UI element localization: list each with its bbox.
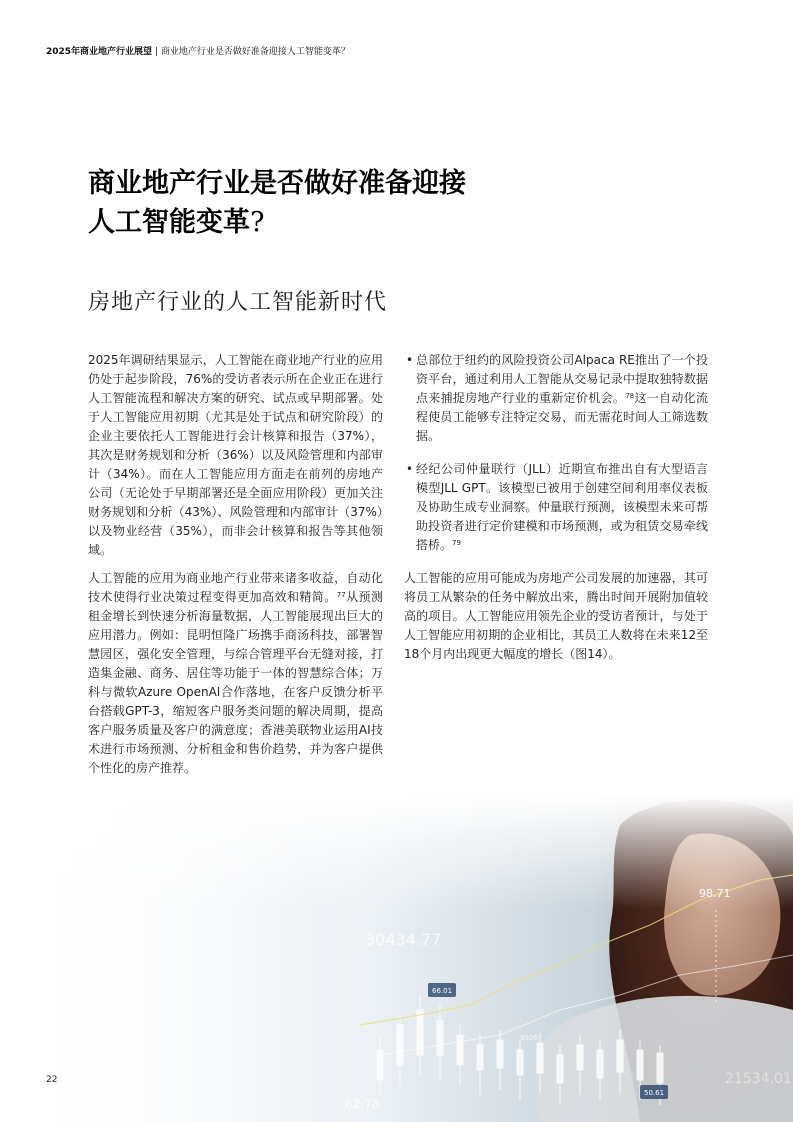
ai-finance-photo: [0, 795, 793, 1122]
bullet-1-end: 这一自动化流程使员工能够专注特定交易，而无需花时间人工筛选数据。: [416, 391, 708, 443]
report-name: 2025年商业地产行业展望: [46, 47, 153, 57]
left-paragraph-2-end: 从预测租金增长到快速分析海量数据，人工智能展现出巨大的应用潜力。例如：昆明恒隆广场携手商汤科技，部署智慧园区，强化安全管理，与综合管理平台无缝对接，打造集金融、商务、居住等功能于一体的智慧综合体；万科与微软Azure OpenAI合作落地，在客户反馈分析平台搭载GPT-3，缩短客户服务类问题的解决周期，提高客户服务质量及客户的满意度；香港美联物业运用AI技术进行市场预测、分析租金和售价趋势，并为客户提供个性化的房产推荐。: [88, 590, 383, 775]
footnote-ref-77[interactable]: 77: [336, 591, 346, 599]
left-paragraph-2-start: 人工智能的应用为商业地产行业带来诸多收益，自动化技术使得行业决策过程变得更加高效和精简。: [88, 571, 383, 604]
section-subtitle: 房地产行业的人工智能新时代: [88, 290, 388, 315]
left-paragraph-1: 2025年调研结果显示，人工智能在商业地产行业的应用仍处于起步阶段，76%的受访者表示所在企业正在进行人工智能流程和解决方案的研究、试点或早期部署。处于人工智能应用初期（尤其是处于试点和研究阶段）的企业主要依托人工智能进行会计核算和报告（37%），其次是财务规划和分析（36%）以及风险管理和内部审计（34%）。而在人工智能应用方面走在前列的房地产公司（无论处于早期部署还是全面应用阶段）更加关注财务规划和分析（43%）、风险管理和内部审计（37%）以及物业经营（35%），而非会计核算和报告等其他领域。: [88, 353, 383, 557]
title-line-1: 商业地产行业是否做好准备迎接: [88, 168, 466, 199]
bullet-point: •: [406, 353, 414, 367]
photo-fade-left: [0, 795, 793, 1122]
title-question-mark: ?: [250, 207, 265, 238]
page-title: [88, 164, 466, 242]
right-paragraph: 人工智能的应用可能成为房地产公司发展的加速器，其可将员工从繁杂的任务中解放出来，腾出时间开展附加值较高的项目。人工智能应用领先企业的受访者预计，与处于人工智能应用初期的企业相比，其员工人数将在未来12至18个月内出现更大幅度的增长（图14）。: [404, 571, 708, 661]
title-line-2: 人工智能变革: [88, 207, 250, 238]
header-separator: |: [154, 47, 158, 57]
page-number: 22: [46, 1075, 58, 1085]
footnote-ref-79[interactable]: 79: [452, 539, 461, 547]
bullet-jll-gpt: [404, 460, 708, 555]
running-header: [46, 44, 350, 57]
left-paragraph-2: [88, 569, 383, 778]
bullet-point: •: [406, 462, 414, 476]
footnote-ref-78[interactable]: 78: [625, 392, 635, 400]
bullet-1-start: 总部位于纽约的风险投资公司Alpaca RE推出了一个投资平台，通过利用人工智能从交易记录中提取独特数据点来捕捉房地产行业的重新定价机会。: [416, 353, 708, 405]
bullet-alpaca-re: [404, 351, 708, 446]
bullet-2-text: 经纪公司仲量联行（JLL）近期宣布推出自有大型语言模型JLL GPT。该模型已被用于创建空间利用率仪表板及协助生成专业洞察。仲量联行预测，该模型未来可帮助投资者进行定价建模和市场预测，或为租赁交易牵线搭桥。: [416, 462, 708, 552]
section-name: 商业地产行业是否做好准备迎接人工智能变革？: [160, 47, 350, 57]
